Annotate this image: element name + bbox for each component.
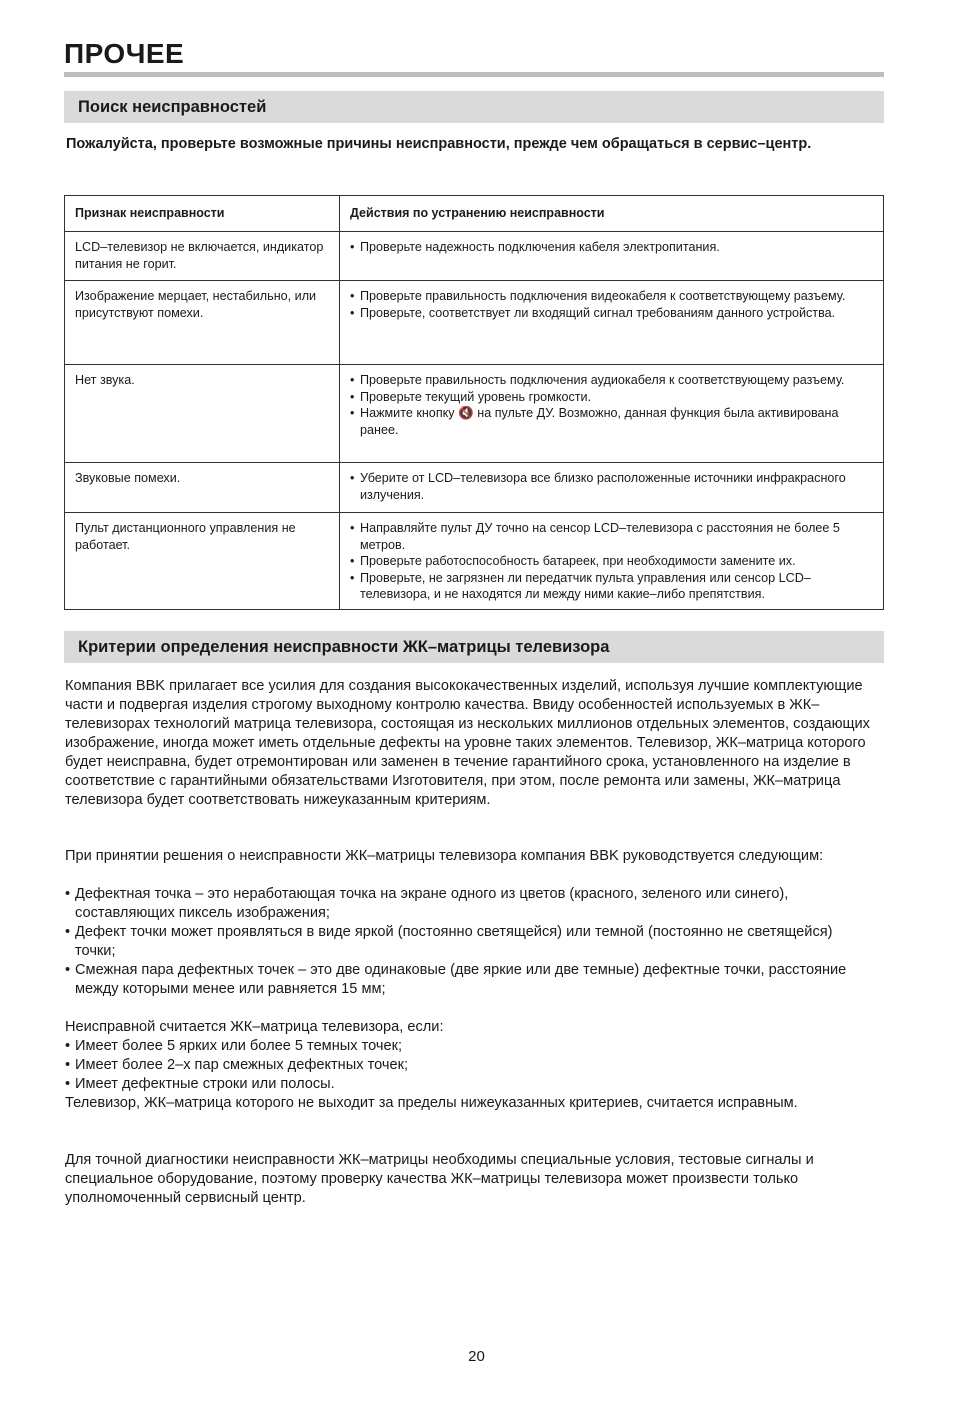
- criteria-paragraph: Компания BBK прилагает все усилия для создания высококачественных изделий, используя лучшие комплектующие части и подвергая изделия строгому выходному контролю качества. Ввиду особенностей используемых в ЖК–телевизорах технологий матрица телевизора, состоящая из нескольких миллионов отдельных элементов, создающих изображение, иногда может иметь отдельные дефекты на уровне таких элементов. Телевизор, ЖК–матрица которого будет неисправна, будет отремонтирован или заменен в течение гарантийного срока, установленного на изделие в соответствие с гарантийными обязательствами Изготовителя, при этом, после ремонта или замены, ЖК–матрица телевизора будет соответствовать нижеуказанным критериям.: [65, 678, 870, 808]
- action-item: • Проверьте, соответствует ли входящий сигнал требованиям данного устройства.: [350, 305, 873, 322]
- column-header-actions: Действия по устранению неисправности: [340, 196, 884, 232]
- symptom-cell: Пульт дистанционного управления не работает.: [65, 513, 340, 610]
- section-heading: Критерии определения неисправности ЖК–матрицы телевизора: [78, 638, 610, 656]
- action-item: • Нажмите кнопку 🔇 на пульте ДУ. Возможно, данная функция была активирована ранее.: [350, 405, 873, 438]
- table-row: [65, 232, 884, 281]
- action-item: • Проверьте текущий уровень громкости.: [350, 389, 873, 406]
- table-row: [65, 463, 884, 513]
- criteria-paragraph: Для точной диагностики неисправности ЖК–матрицы необходимы специальные условия, тестовые сигналы и специальное оборудование, поэтому проверку качества ЖК–матрицы телевизора может произвести только уполномоченный сервисный центр.: [65, 1152, 814, 1206]
- list-item: • Смежная пара дефектных точек – это две одинаковые (две яркие или две темные) дефектные точки, расстояние между которыми менее или равняется 15 мм;: [65, 961, 875, 999]
- criteria-paragraph: Неисправной считается ЖК–матрица телевизора, если:: [65, 1019, 444, 1035]
- actions-cell: [340, 365, 884, 463]
- actions-cell: [340, 513, 884, 610]
- criteria-paragraph: При принятии решения о неисправности ЖК–матрицы телевизора компания BBK руководствуется следующим:: [65, 848, 824, 864]
- section-heading: Поиск неисправностей: [78, 98, 267, 116]
- title-divider: [64, 72, 884, 77]
- fault-conditions-list: [65, 1037, 875, 1094]
- table-row: [65, 365, 884, 463]
- table-header-row: [65, 196, 884, 232]
- defect-definitions-list: [65, 885, 875, 999]
- action-item: • Проверьте надежность подключения кабеля электропитания.: [350, 239, 873, 256]
- actions-cell: [340, 232, 884, 281]
- action-item: • Проверьте, не загрязнен ли передатчик пульта управления или сенсор LCD–телевизора, и не находятся ли между ними какие–либо препятствия.: [350, 570, 873, 603]
- list-item: • Имеет более 5 ярких или более 5 темных точек;: [65, 1037, 875, 1056]
- troubleshooting-table: [64, 195, 884, 610]
- column-header-symptom: Признак неисправности: [65, 196, 340, 232]
- action-item: • Проверьте правильность подключения аудиокабеля к соответствующему разъему.: [350, 372, 873, 389]
- symptom-cell: Нет звука.: [65, 365, 340, 463]
- list-item: • Дефект точки может проявляться в виде яркой (постоянно светящейся) или темной (постоянно не светящейся) точки;: [65, 923, 875, 961]
- symptom-cell: Звуковые помехи.: [65, 463, 340, 513]
- action-item: • Направляйте пульт ДУ точно на сенсор LCD–телевизора с расстояния не более 5 метров.: [350, 520, 873, 553]
- actions-cell: [340, 281, 884, 365]
- table-row: [65, 281, 884, 365]
- page-title: ПРОЧЕЕ: [64, 38, 185, 69]
- list-item: • Дефектная точка – это неработающая точка на экране одного из цветов (красного, зеленого или синего), составляющих пиксель изображения;: [65, 885, 875, 923]
- section-header-troubleshooting: [64, 91, 884, 123]
- actions-cell: [340, 463, 884, 513]
- criteria-paragraph: Телевизор, ЖК–матрица которого не выходит за пределы нижеуказанных критериев, считается исправным.: [65, 1095, 798, 1111]
- list-item: • Имеет более 2–х пар смежных дефектных точек;: [65, 1056, 875, 1075]
- list-item: • Имеет дефектные строки или полосы.: [65, 1075, 875, 1094]
- action-item: • Проверьте работоспособность батареек, при необходимости замените их.: [350, 553, 873, 570]
- table-row: [65, 513, 884, 610]
- troubleshooting-intro: Пожалуйста, проверьте возможные причины неисправности, прежде чем обращаться в сервис–центр.: [66, 136, 812, 152]
- action-item: • Уберите от LCD–телевизора все близко расположенные источники инфракрасного излучения.: [350, 470, 873, 503]
- page-number: 20: [468, 1348, 485, 1365]
- section-header-criteria: [64, 631, 884, 663]
- action-item: • Проверьте правильность подключения видеокабеля к соответствующему разъему.: [350, 288, 873, 305]
- symptom-cell: Изображение мерцает, нестабильно, или присутствуют помехи.: [65, 281, 340, 365]
- symptom-cell: LCD–телевизор не включается, индикатор питания не горит.: [65, 232, 340, 281]
